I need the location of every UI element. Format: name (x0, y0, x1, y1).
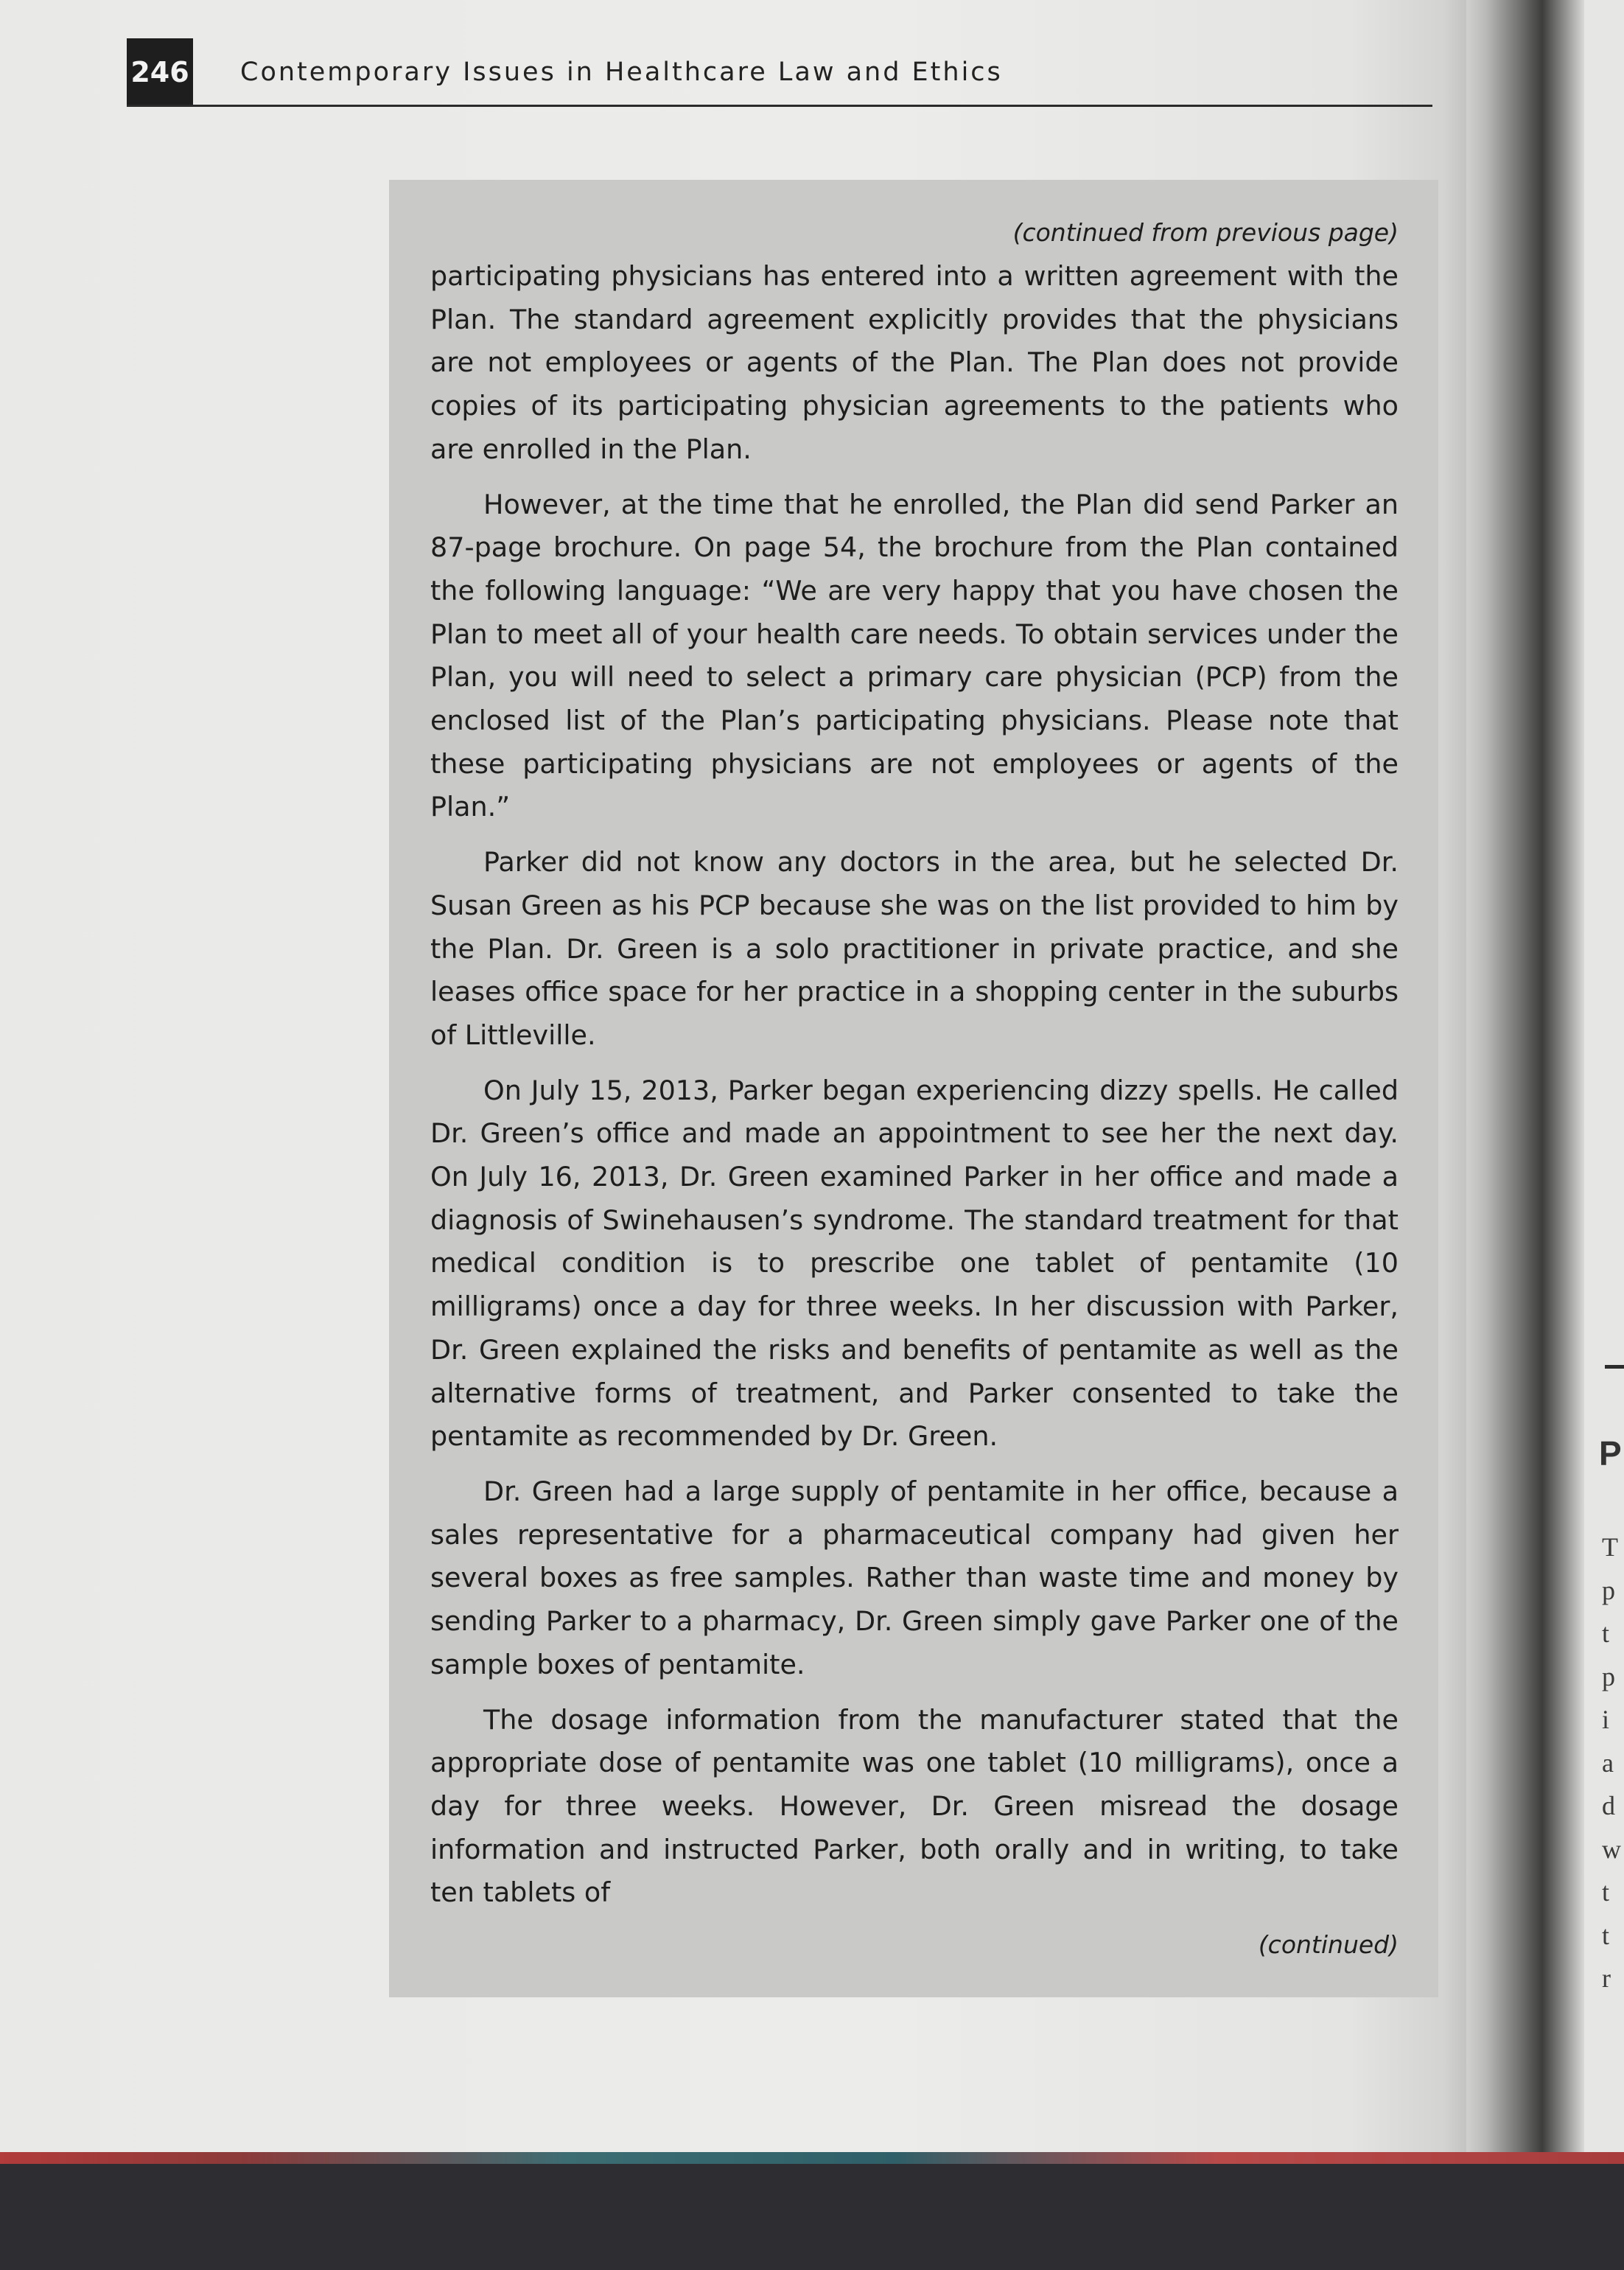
case-study-box (389, 180, 1438, 1997)
case-paragraph: Parker did not know any doctors in the area, but he selected Dr. Susan Green as his PCP because she was on the list provided to him by the Plan. Dr. Green is a solo practitioner in private practice, and she leases office space for her practice in a shopping center in the suburbs of Littleville. (430, 846, 1399, 1051)
case-paragraph: Dr. Green had a large supply of pentamite in her office, because a sales representative for a pharmaceutical company had given her several boxes as free samples. Rather than waste time and money by sending Parker to a pharmacy, Dr. Green simply gave Parker one of the sample boxes of pentamite. (430, 1475, 1399, 1680)
facing-line-fragment: d (1602, 1791, 1615, 1820)
case-paragraph: The dosage information from the manufacturer stated that the appropriate dose of pentamite was one tablet (10 milligrams), once a day for three weeks. However, Dr. Green misread the dosage information and instructed Parker, both orally and in writing, to take ten tablets of (430, 1703, 1399, 1909)
facing-line-fragment: t (1602, 1877, 1610, 1907)
case-paragraph: On July 15, 2013, Parker began experiencing dizzy spells. He called Dr. Green’s office and made an appointment to see her the next day. On July 16, 2013, Dr. Green examined Parker in her office and made a diagnosis of Swinehausen’s syndrome. The standard treatment for that medical condition is to prescribe one tablet of pentamite (10 milligrams) once a day for three weeks. In her discussion with Parker, Dr. Green explained the risks and benefits of pentamite as well as the alternative forms of treatment, and Parker consented to take the pentamite as recommended by Dr. Green. (430, 1074, 1399, 1453)
page-number-box (127, 38, 193, 106)
continued-from-previous-label: (continued from previous page) (1012, 218, 1399, 247)
case-paragraph: However, at the time that he enrolled, the Plan did send Parker an 87-page brochure. On page 54, the brochure from the Plan contained the following language: “We are very happy that you have chosen the Plan to meet all of your health care needs. To obtain services under the Plan, you will need to select a primary care physician (PCP) from the enclosed list of the Plan’s participating physicians. Please note that these participating physicians are not employees or agents of the Plan.” (430, 488, 1399, 823)
facing-line-fragment: p (1602, 1661, 1615, 1691)
facing-page-rule (1605, 1365, 1624, 1369)
page-number: 246 (130, 56, 189, 88)
facing-page-heading-fragment: P (1599, 1434, 1622, 1473)
facing-line-fragment: i (1602, 1705, 1610, 1734)
header-rule (127, 105, 1432, 107)
facing-line-fragment: t (1602, 1920, 1610, 1950)
facing-line-fragment: a (1602, 1747, 1614, 1778)
facing-line-fragment: T (1602, 1532, 1618, 1562)
scanner-bed (0, 2164, 1624, 2270)
facing-page-text-fragments (1602, 1526, 1624, 2000)
facing-line-fragment: w (1602, 1834, 1621, 1864)
continued-label: (continued) (1258, 1930, 1399, 1959)
scanner-edge-band (0, 2152, 1624, 2164)
facing-line-fragment: r (1602, 1963, 1611, 1993)
facing-line-fragment: p (1602, 1575, 1615, 1605)
facing-line-fragment: t (1602, 1618, 1610, 1648)
case-paragraph: participating physicians has entered into a written agreement with the Plan. The standard agreement explicitly provides that the physicians are not employees or agents of the Plan. The Plan does not provide copies of its participating physician agreements to the patients who are enrolled in the Plan. (430, 260, 1399, 465)
running-title: Contemporary Issues in Healthcare Law and Ethics (240, 57, 1003, 87)
binding-gutter-shadow (1444, 0, 1584, 2167)
